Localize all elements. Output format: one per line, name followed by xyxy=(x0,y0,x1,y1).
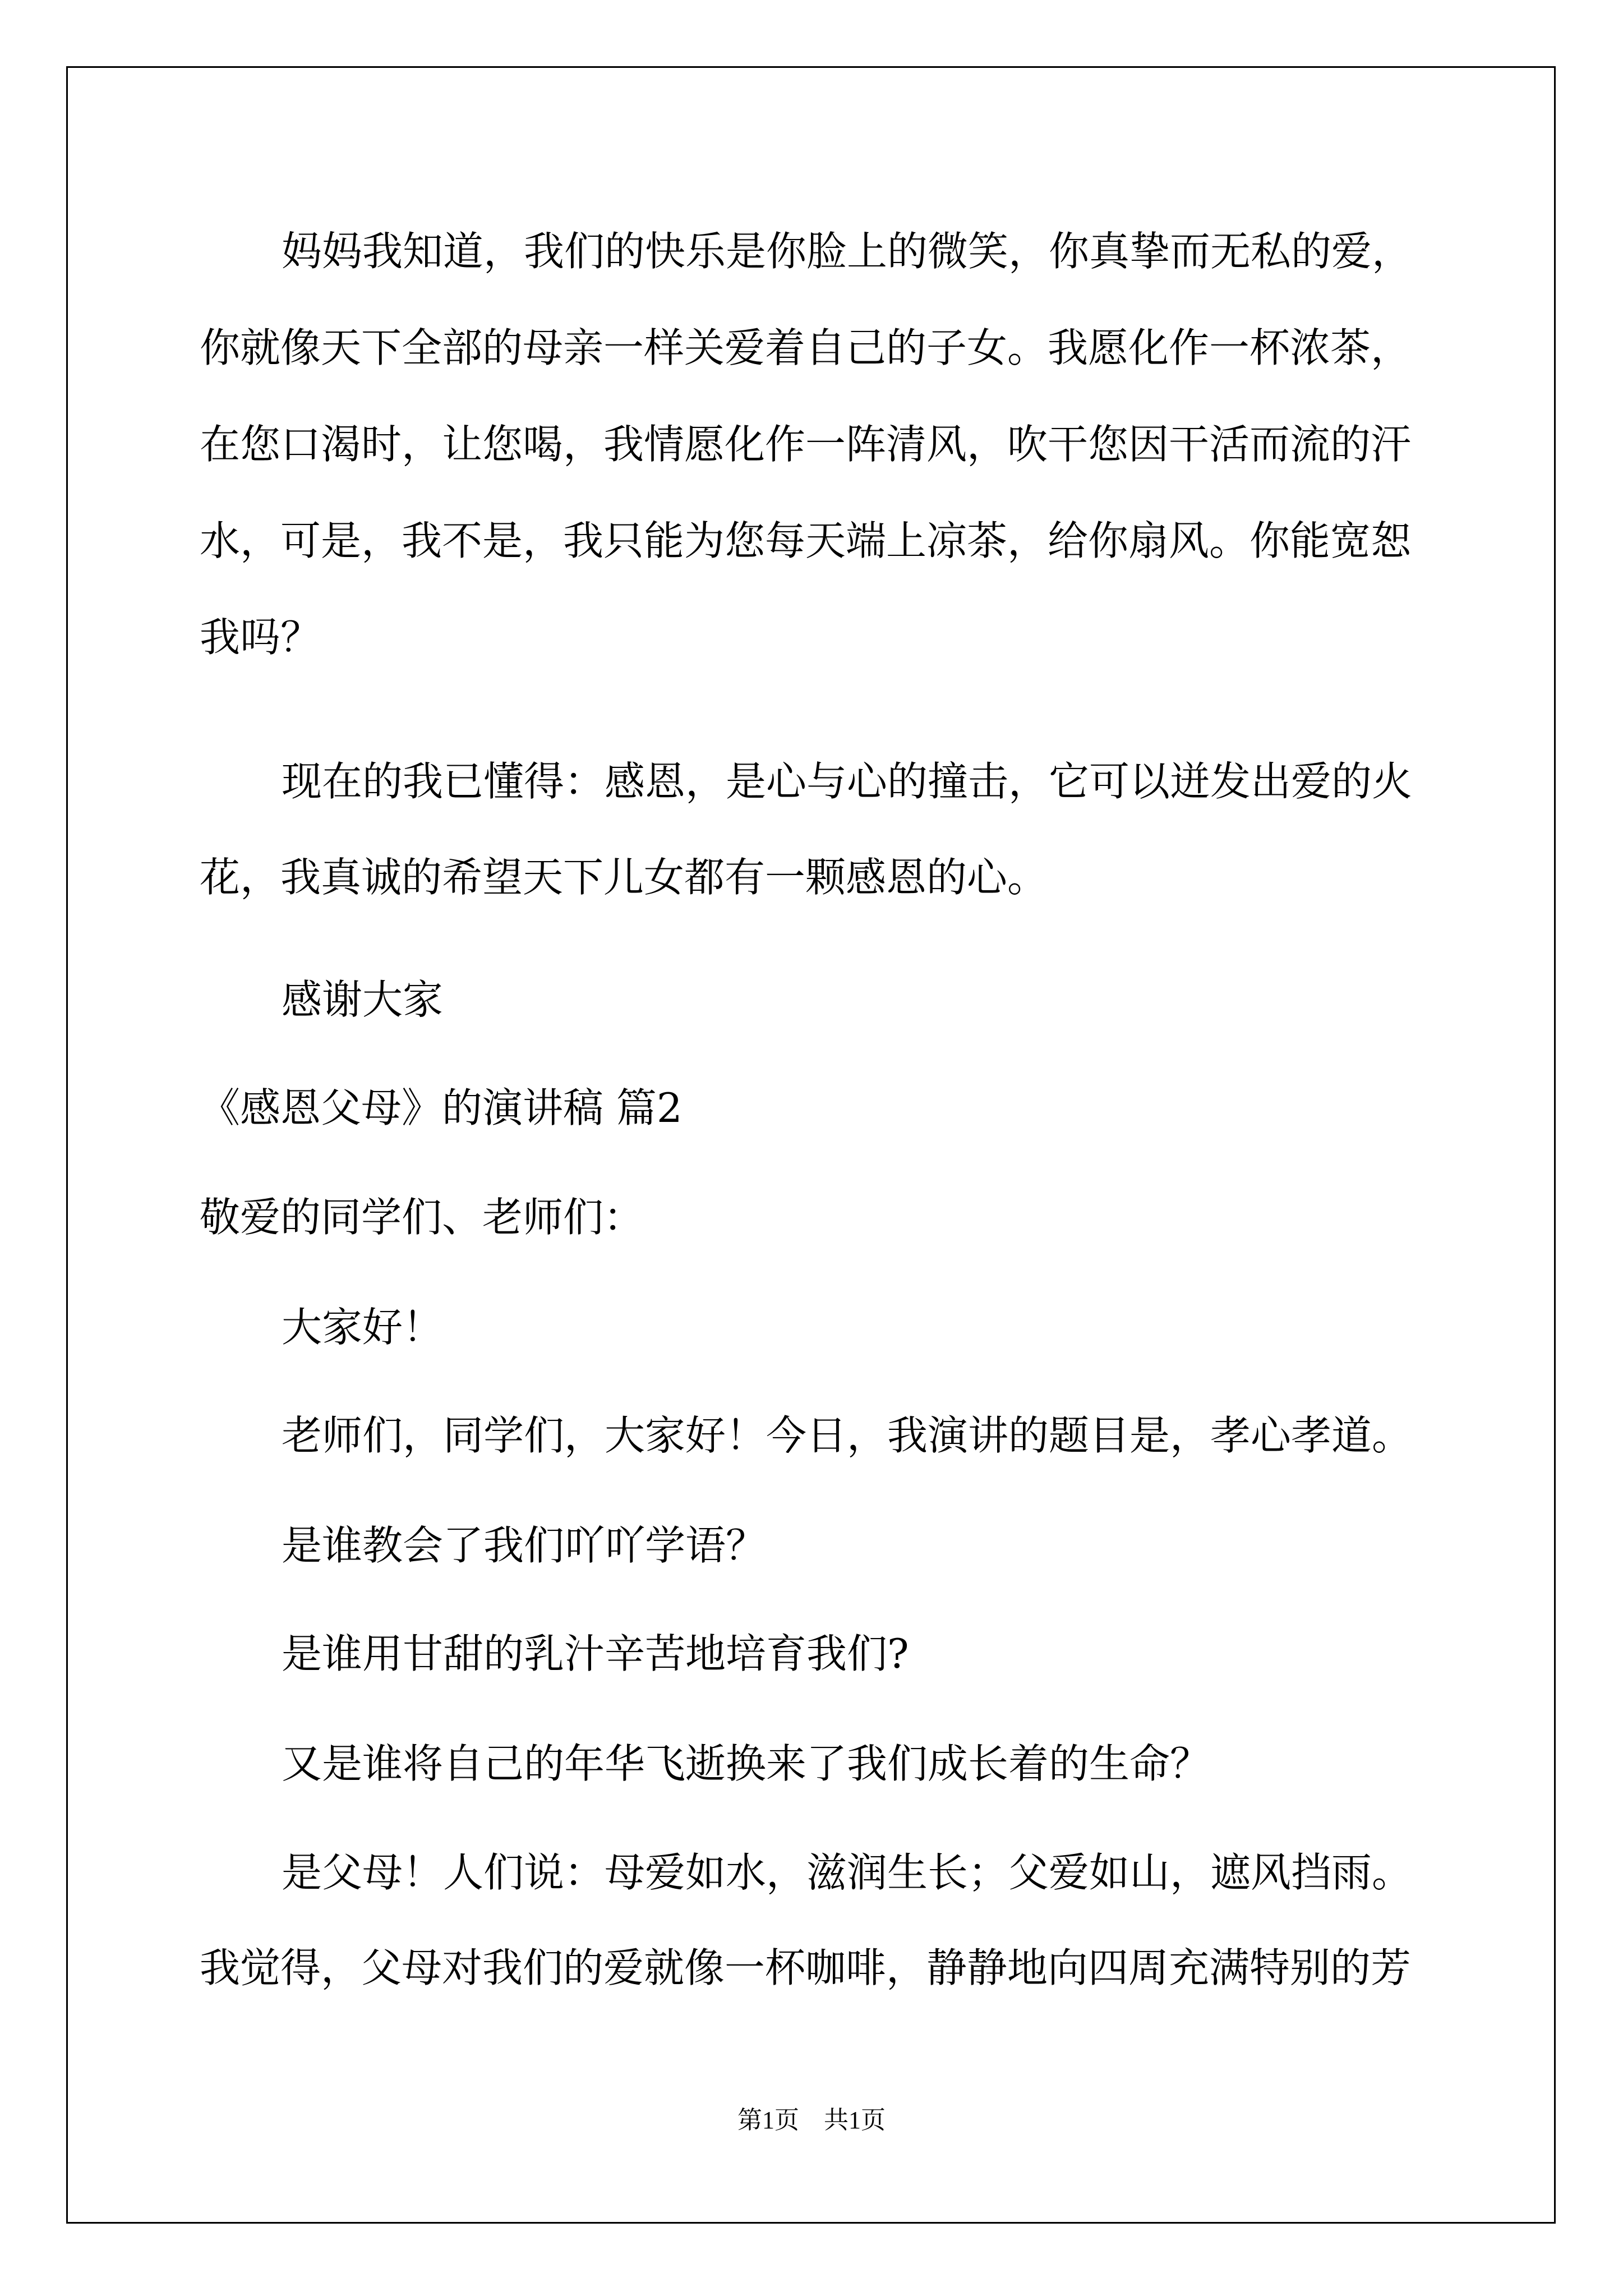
paragraph-line: 是谁用甘甜的乳汁辛苦地培育我们? xyxy=(282,1630,909,1677)
greeting: 大家好！ xyxy=(282,1304,444,1351)
page-footer: 第1页 共1页 xyxy=(737,2106,886,2134)
section-heading: 《感恩父母》的演讲稿 篇2 xyxy=(200,1084,683,1131)
paragraph-line: 花，我真诚的希望天下儿女都有一颗感恩的心。 xyxy=(200,854,1048,901)
paragraph-line: 在您口渴时，让您喝，我情愿化作一阵清风，吹干您因干活而流的汗 xyxy=(200,421,1412,468)
paragraph-line: 现在的我已懂得：感恩，是心与心的撞击，它可以迸发出爱的火 xyxy=(282,758,1413,805)
paragraph-line: 你就像天下全部的母亲一样关爱着自己的子女。我愿化作一杯浓茶， xyxy=(200,324,1412,371)
paragraph-line: 老师们，同学们，大家好！今日，我演讲的题目是，孝心孝道。 xyxy=(282,1412,1413,1459)
paragraph-line: 我觉得，父母对我们的爱就像一杯咖啡，静静地向四周充满特别的芳 xyxy=(200,1944,1412,1991)
paragraph-line: 我吗？ xyxy=(200,614,321,661)
paragraph-line: 妈妈我知道，我们的快乐是你脸上的微笑，你真挚而无私的爱， xyxy=(282,228,1413,275)
paragraph-line: 是父母！人们说：母爱如水，滋润生长；父爱如山，遮风挡雨。 xyxy=(282,1849,1413,1896)
salutation: 敬爱的同学们、老师们： xyxy=(200,1194,644,1241)
closing-line: 感谢大家 xyxy=(282,976,444,1023)
paragraph-line: 水，可是，我不是，我只能为您每天端上凉茶，给你扇风。你能宽恕 xyxy=(200,517,1412,564)
paragraph-line: 又是谁将自己的年华飞逝换来了我们成长着的生命？ xyxy=(282,1740,1211,1787)
paragraph-line: 是谁教会了我们吖吖学语？ xyxy=(282,1522,767,1569)
